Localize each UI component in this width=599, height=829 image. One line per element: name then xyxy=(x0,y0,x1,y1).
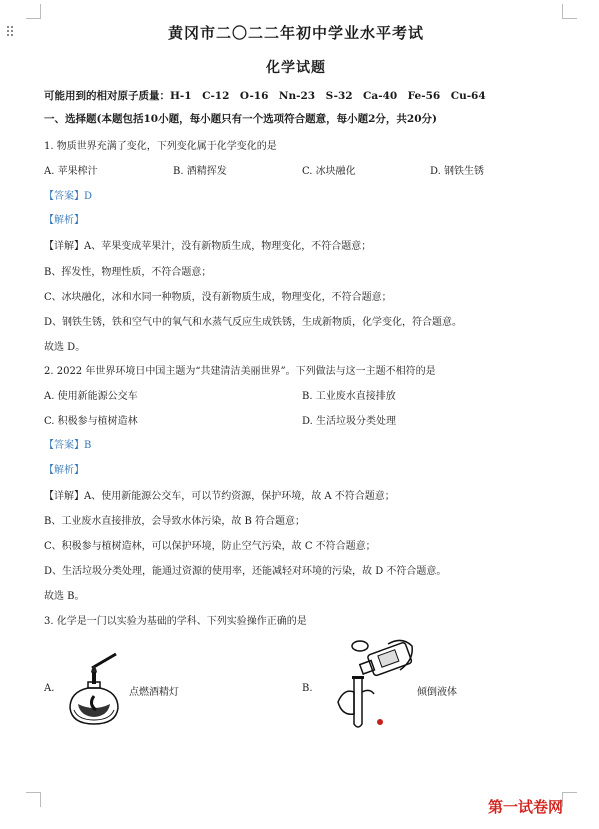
q2-stem: 2. 2022 年世界环境日中国主题为“共建清洁美丽世界”。下列做法与这一主题不相符的是 xyxy=(44,366,436,377)
q1-stem: 1. 物质世界充满了变化，下列变化属于化学变化的是 xyxy=(44,141,277,152)
pour-liquid-icon xyxy=(330,630,422,732)
q3-stem: 3. 化学是一门以实验为基础的学科、下列实验操作正确的是 xyxy=(44,616,307,627)
q3-option-b-caption: 倾倒液体 xyxy=(417,687,457,698)
q3-option-a-caption: 点燃酒精灯 xyxy=(129,687,179,698)
q1-conclusion: 故选 D。 xyxy=(44,342,86,353)
q2-answer-tag: 【答案】B xyxy=(44,440,92,451)
q1-option-b: B. 酒精挥发 xyxy=(173,166,227,177)
page-title: 黄冈市二〇二二年初中学业水平考试 xyxy=(168,24,425,42)
q2-conclusion: 故选 B。 xyxy=(44,591,85,602)
q1-analysis-tag: 【解析】 xyxy=(44,215,84,226)
q1-detail-a: 【详解】A、苹果变成苹果汁，没有新物质生成，物理变化，不符合题意； xyxy=(44,241,372,252)
q2-detail-d: D、生活垃圾分类处理，能通过资源的使用率，还能减轻对环境的污染，故 D 不符合题意。 xyxy=(44,566,447,577)
q1-detail-b: B、挥发性，物理性质，不符合题意； xyxy=(44,267,212,278)
section-heading: 一、选择题(本题包括10小题，每小题只有一个选项符合题意，每小题2分，共20分) xyxy=(44,113,437,125)
q1-option-d: D. 钢铁生锈 xyxy=(430,166,485,177)
page-corner-bottom-left xyxy=(26,792,41,807)
q2-detail-b: B、工业废水直接排放，会导致水体污染，故 B 符合题意； xyxy=(44,516,306,527)
q2-detail-c: C、积极参与植树造林，可以保护环境，防止空气污染，故 C 不符合题意； xyxy=(44,541,376,552)
alcohol-lamp-icon xyxy=(64,652,124,728)
q1-answer-tag: 【答案】D xyxy=(44,191,93,202)
q1-option-c: C. 冰块融化 xyxy=(302,166,356,177)
atomic-masses-line: 可能用到的相对原子质量：H-1 C-12 O-16 Nn-23 S-32 Ca-40 Fe-56 Cu-64 xyxy=(44,90,486,102)
page-corner-bottom-right xyxy=(562,792,577,807)
page-corner-top-right xyxy=(562,4,577,19)
drag-grip-icon[interactable] xyxy=(7,26,15,38)
q2-option-d: D. 生活垃圾分类处理 xyxy=(302,416,397,427)
q1-detail-d: D、钢铁生锈，铁和空气中的氧气和水蒸气反应生成铁锈，生成新物质，化学变化，符合题意。 xyxy=(44,317,463,328)
q3-option-a-letter: A. xyxy=(44,683,55,694)
page-corner-top-left xyxy=(26,4,41,19)
q2-option-c: C. 积极参与植树造林 xyxy=(44,416,138,427)
q1-option-a: A. 苹果榨汁 xyxy=(44,166,98,177)
q3-option-b-letter: B. xyxy=(302,683,313,694)
page-subtitle: 化学试题 xyxy=(266,60,326,76)
q2-option-b: B. 工业废水直接排放 xyxy=(302,391,396,402)
q2-option-a: A. 使用新能源公交车 xyxy=(44,391,138,402)
q2-analysis-tag: 【解析】 xyxy=(44,465,84,476)
q1-detail-c: C、冰块融化，冰和水同一种物质，没有新物质生成，物理变化，不符合题意； xyxy=(44,292,392,303)
q2-detail-a: 【详解】A、使用新能源公交车，可以节约资源，保护环境，故 A 不符合题意； xyxy=(44,491,395,502)
watermark: 第一试卷网 xyxy=(488,798,564,816)
